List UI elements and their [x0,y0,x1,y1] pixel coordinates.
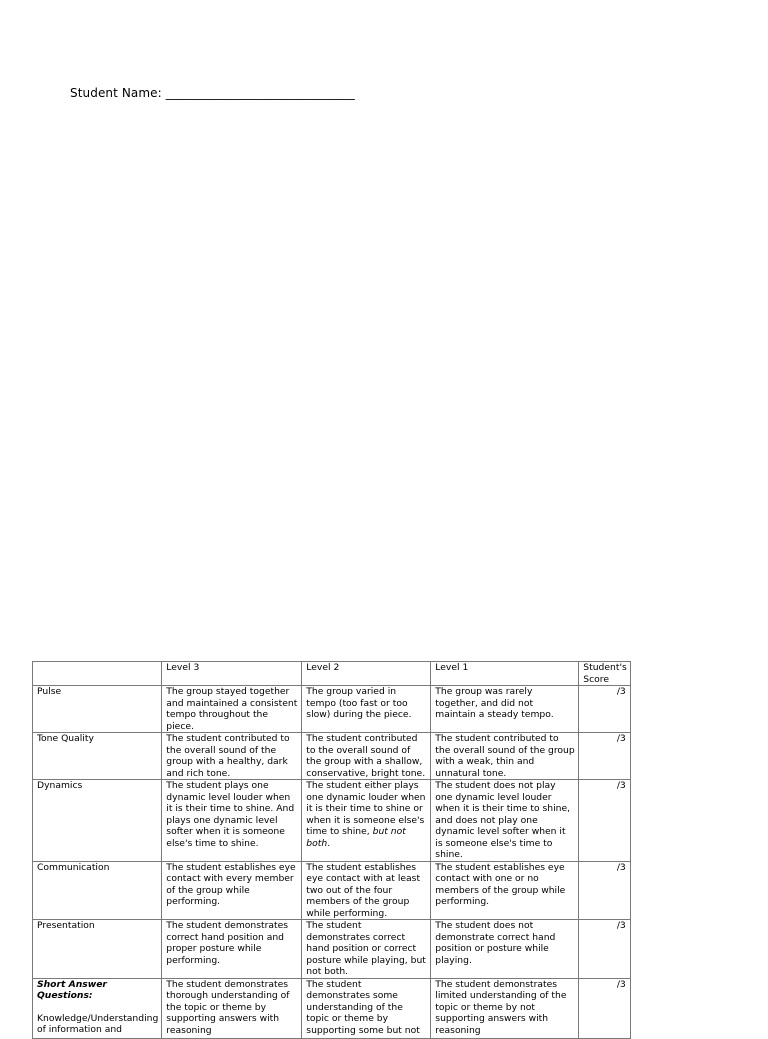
level-2-cell: The student contributed to the overall sound of the group with a shallow, conservative, bright tone. [302,733,431,780]
level-3-cell: The student contributed to the overall sound of the group with a healthy, dark and rich tone. [162,733,302,780]
rubric-table [32,661,631,1039]
level-2-cell: The student demonstrates some understanding of the topic or theme by supporting some but not [302,978,431,1038]
level-2-cell: The group varied in tempo (too fast or too slow) during the piece. [302,686,431,733]
rubric-row-dynamics [33,780,631,862]
criterion-cell: Presentation [33,920,162,979]
criterion-cell: Dynamics [33,780,162,862]
student-name-label: Student Name: _______________________________ [70,86,355,100]
level-1-cell: The group was rarely together, and did not maintain a steady tempo. [431,686,579,733]
level-1-cell: The student demonstrates limited understanding of the topic or theme by not supporting answers with reasoning [431,978,579,1038]
header-cell-student-score: Student's Score [579,662,630,686]
header-cell-criterion [33,662,162,686]
header-cell-level-1: Level 1 [431,662,579,686]
rubric-row-communication [33,861,631,920]
score-cell: /3 [579,686,630,733]
criterion-subtitle: Knowledge/Understanding of information and [37,1012,159,1035]
level-2-cell [302,780,431,862]
level-2-text-end: . [327,837,331,849]
level-2-cell: The student establishes eye contact with at least two out of the four members of the group while performing. [302,861,431,920]
criterion-cell: Communication [33,861,162,920]
level-3-cell: The student plays one dynamic level louder when it is their time to shine. And plays one dynamic level softer when it is someone else's time to shine. [162,780,302,862]
rubric-header-row [33,662,631,686]
rubric-row-tone-quality [33,733,631,780]
level-3-cell: The student demonstrates thorough understanding of the topic or theme by supporting answers with reasoning [162,978,302,1038]
criterion-title: Short Answer Questions: [37,978,107,1001]
score-cell: /3 [579,780,630,862]
rubric-row-presentation [33,920,631,979]
level-3-cell: The student establishes eye contact with every member of the group while performing. [162,861,302,920]
criterion-cell [33,978,162,1038]
score-cell: /3 [579,861,630,920]
rubric-row-pulse [33,686,631,733]
score-cell: /3 [579,978,630,1038]
level-1-cell: The student establishes eye contact with one or no members of the group while performing. [431,861,579,920]
criterion-cell: Pulse [33,686,162,733]
header-cell-level-3: Level 3 [162,662,302,686]
level-2-emphasis: but not both [306,826,406,849]
level-3-cell: The group stayed together and maintained a consistent tempo throughout the piece. [162,686,302,733]
level-1-cell: The student contributed to the overall sound of the group with a weak, thin and unnatural tone. [431,733,579,780]
level-1-cell: The student does not play one dynamic level louder when it is their time to shine, and does not play one dynamic level softer when it is someone else's time to shine. [431,780,579,862]
level-1-cell: The student does not demonstrate correct hand position or posture while playing. [431,920,579,979]
score-cell: /3 [579,920,630,979]
criterion-cell: Tone Quality [33,733,162,780]
level-3-cell: The student demonstrates correct hand position and proper posture while performing. [162,920,302,979]
level-2-cell: The student demonstrates correct hand position or correct posture while playing, but not both. [302,920,431,979]
rubric-row-short-answer [33,978,631,1038]
level-2-text: The student either plays one dynamic louder when it is their time to shine or when it is someone else's time to shine, [306,780,426,837]
header-cell-level-2: Level 2 [302,662,431,686]
score-cell: /3 [579,733,630,780]
